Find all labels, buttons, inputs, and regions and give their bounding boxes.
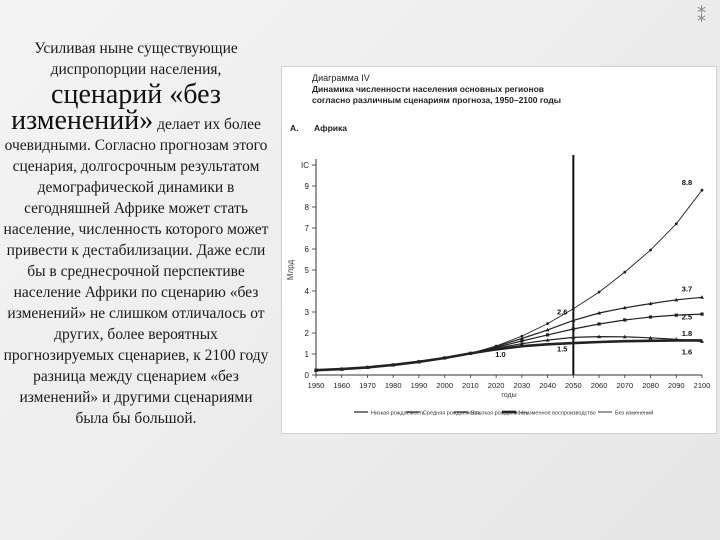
intro-text: Усиливая ныне существующие диспропорции населения,	[34, 40, 238, 78]
x-tick-label: 1950	[307, 381, 325, 390]
y-tick-label: 6	[304, 245, 309, 254]
data-point	[495, 345, 498, 348]
x-tick-label: 1970	[359, 381, 376, 390]
data-label: 2.5	[681, 312, 693, 322]
y-tick-label: 8	[304, 203, 309, 212]
data-point	[598, 291, 601, 294]
series-line	[316, 190, 702, 370]
slide-body-text	[2, 38, 270, 429]
data-point	[572, 307, 575, 310]
series-line	[316, 297, 702, 370]
body-paragraph: делает их более очевидными. Согласно прогнозам этого сценария, долгосрочным результатом демографической динамики в сегодняшней Африке может стать население, численность которого может привести к дестабилизации. Даже если бы в среднесрочной перспективе население Африки по сценарию «без изменений» не слишком отличалось от других, более вероятных прогнозируемых сценариев, к 2100 году разница между сценарием «без изменений» и другими сценариями была бы большой.	[3, 116, 269, 427]
x-tick-label: 2080	[642, 381, 659, 390]
x-tick-label: 2090	[667, 381, 685, 390]
data-point	[418, 360, 421, 363]
diagram-label: Диаграмма IV	[312, 73, 370, 83]
x-tick-label: 2050	[564, 381, 582, 390]
x-tick-label: 2060	[590, 381, 608, 390]
data-label: 8.8	[681, 178, 693, 188]
y-tick-label: 3	[304, 308, 309, 317]
y-tick-label: 5	[304, 266, 309, 275]
x-tick-label: 1990	[410, 381, 428, 390]
data-point	[315, 369, 318, 372]
data-label: 2.6	[557, 307, 568, 317]
x-tick-label: 2030	[513, 381, 531, 390]
data-label: 1.0	[495, 350, 506, 359]
chart-card	[281, 66, 717, 434]
chart-title-line1: Динамика численности населения основных регионов	[312, 84, 545, 94]
highlight-scenario: сценарий «без	[51, 79, 221, 110]
legend-label: Низкая рождаемость	[371, 410, 425, 417]
data-label: 1.5	[557, 344, 568, 354]
y-tick-label: 1	[304, 350, 309, 359]
data-point	[546, 333, 549, 336]
data-point	[469, 352, 472, 355]
x-tick-label: 2070	[616, 381, 634, 390]
legend-label: Без изменений	[615, 410, 654, 417]
data-label: 1.8	[681, 329, 693, 339]
data-point	[443, 357, 446, 360]
x-tick-label: 2040	[539, 381, 556, 390]
y-tick-label: 0	[304, 371, 309, 380]
population-chart	[282, 67, 716, 433]
data-point	[546, 322, 549, 325]
panel-name: Африка	[314, 123, 347, 133]
series-line	[316, 340, 702, 370]
legend-label: Средняя рождаемость	[423, 410, 481, 417]
legend-label: Высокая рождаемость	[471, 410, 529, 417]
data-point	[649, 249, 652, 252]
legend-label: Неизменное воспроизводство	[519, 410, 596, 417]
y-tick-label: 2	[304, 329, 309, 338]
x-tick-label: 2000	[436, 381, 454, 390]
panel-letter: А.	[290, 123, 299, 133]
data-point	[675, 314, 678, 317]
y-tick-label: 9	[304, 182, 309, 191]
chart-title-line2: согласно различным сценариям прогноза, 1950–2100 годы	[312, 95, 562, 105]
data-point	[623, 271, 626, 274]
corner-ornament-icon: ⁑	[697, 6, 706, 27]
highlight-no-change: изменений»	[11, 105, 154, 136]
y-axis-label: Млрд	[286, 259, 295, 281]
y-tick-label: IC	[301, 161, 309, 170]
x-tick-label: 2020	[487, 381, 505, 390]
x-tick-label: 1960	[333, 381, 351, 390]
data-point	[366, 366, 369, 369]
data-label: 1.6	[681, 347, 693, 357]
x-tick-label: 2100	[693, 381, 711, 390]
y-tick-label: 4	[304, 287, 309, 296]
y-tick-label: 7	[304, 224, 309, 233]
data-point	[675, 222, 678, 225]
x-axis-label: годы	[501, 392, 517, 399]
x-tick-label: 2010	[462, 381, 479, 390]
x-tick-label: 1980	[384, 381, 402, 390]
data-point	[649, 315, 652, 318]
data-point	[700, 313, 703, 316]
data-point	[623, 318, 626, 321]
data-point	[572, 327, 575, 330]
data-point	[392, 364, 395, 367]
data-label: 3.7	[681, 284, 693, 294]
data-point	[340, 368, 343, 371]
data-point	[520, 335, 523, 338]
data-point	[597, 322, 600, 325]
data-point	[701, 189, 704, 192]
